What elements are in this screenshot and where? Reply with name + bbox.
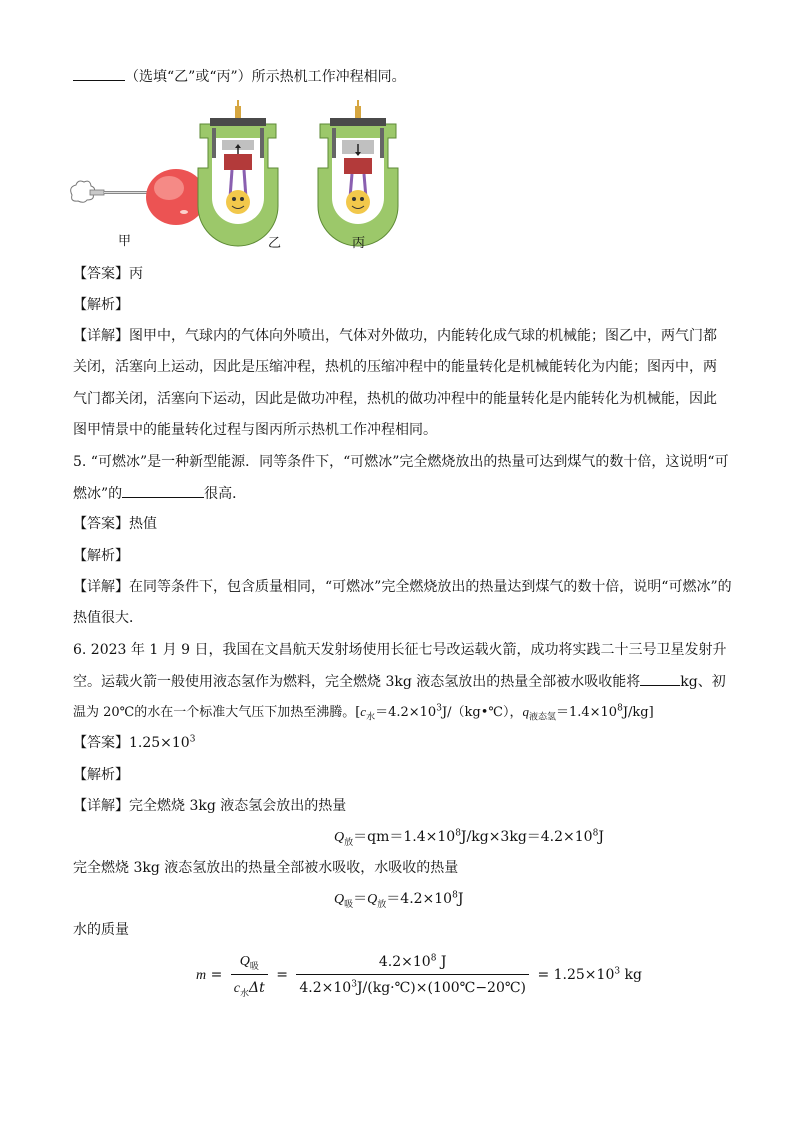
answer-blank <box>640 671 680 686</box>
detail-tag: 【详解】 <box>73 798 129 814</box>
q6-detail-line-1: 【详解】完全燃烧 3kg 液态氢会放出的热量 <box>73 798 347 814</box>
figure-label-jia: 甲 <box>118 234 132 249</box>
detail-tag: 【详解】 <box>73 328 129 344</box>
q6-detail-line-2: 完全燃烧 3kg 液态氢放出的热量全部被水吸收，水吸收的热量 <box>73 860 459 876</box>
q6-question-line-1: 6. 2023 年 1 月 9 日，我国在文昌航天发射场使用长征七号改运载火箭，成功将实践二十三号卫星发射升 <box>73 642 727 658</box>
engine-compression <box>198 100 278 246</box>
figure-label-bing: 丙 <box>352 236 366 251</box>
engine-power <box>318 100 398 246</box>
q4-answer: 丙 <box>129 266 143 282</box>
balloon-illustration <box>71 169 206 225</box>
q4-analysis-tag: 【解析】 <box>73 297 129 313</box>
q4-detail-line-3: 气门都关闭，活塞向下运动，因此是做功冲程，热机的做功冲程中的能量转化是内能转化为机械能，因此 <box>73 391 717 407</box>
q4-answer-line <box>73 264 143 284</box>
detail-tag: 【详解】 <box>73 579 129 595</box>
q6-question-line-2: 空。运载火箭一般使用液态氢作为燃料，完全燃烧 3kg 液态氢放出的热量全部被水吸收能将 kg、初 <box>73 671 726 692</box>
q6-answer-line: 【答案】$1.25\times 10^3$ <box>73 734 196 751</box>
q5-analysis-tag: 【解析】 <box>73 548 129 564</box>
figure-illustration <box>60 98 400 258</box>
figure-balloon-engines <box>60 98 400 258</box>
equation-heat-absorbed: $Q_吸=Q_放=4.2\times 10^8J$ <box>334 890 464 910</box>
q5-answer: 热值 <box>129 516 157 532</box>
q4-tail-text: （选填“乙”或“丙”）所示热机工作冲程相同。 <box>125 69 406 85</box>
q6-detail-line-3: 水的质量 <box>73 922 129 938</box>
q5-answer-line <box>73 514 157 534</box>
fraction-symbolic: $\frac{Q_吸}{c_水\Delta t}$ <box>231 950 268 1000</box>
q6-answer: 1.25×10 <box>129 735 190 751</box>
q4-detail-line-2: 关闭，活塞向上运动，因此是压缩冲程，热机的压缩冲程中的能量转化是机械能转化为内能；图丙中，两 <box>73 359 717 375</box>
q5-question-line-2: 燃冰”的 很高． <box>73 483 246 504</box>
q4-tail-line <box>73 66 406 87</box>
equation-water-mass: m = $\frac{Q_吸}{c_水\Delta t}$ = $\frac{4.2\times 10^8 J}{4.2\times 10^3J/(kg\cdot℃)\times(100℃-20℃)}$ = $1.25\times 10^3$ kg <box>196 950 642 1000</box>
q5-question-line-1: 5. “可燃冰”是一种新型能源．同等条件下，“可燃冰”完全燃烧放出的热量可达到煤气的数十倍，这说明“可 <box>73 454 729 470</box>
q5-detail-line-2: 热值很大． <box>73 610 143 626</box>
figure-label-yi: 乙 <box>268 236 282 251</box>
q4-detail-line-1: 【详解】图甲中，气球内的气体向外喷出，气体对外做功，内能转化成气球的机械能；图乙中，两气门都 <box>73 328 717 344</box>
q5-detail-line-1: 【详解】在同等条件下，包含质量相同，“可燃冰”完全燃烧放出的热量达到煤气的数十倍，说明“可燃冰”的 <box>73 579 732 595</box>
answer-tag: 【答案】 <box>73 516 129 532</box>
q6-question-line-3: 温为 20℃的水在一个标准大气压下加热至沸腾。[$c_水=4.2\times 10^3J/(kg•℃)$，$q_{液态氢}=1.4\times 10^8J/kg$] <box>73 703 654 723</box>
q6-analysis-tag: 【解析】 <box>73 767 129 783</box>
answer-tag: 【答案】 <box>73 266 129 282</box>
answer-blank <box>122 483 204 498</box>
answer-tag: 【答案】 <box>73 735 129 751</box>
fraction-numeric: $\frac{4.2\times 10^8 J}{4.2\times 10^3J/(kg\cdot℃)\times(100℃-20℃)}$ <box>296 951 529 999</box>
equation-heat-released: $Q_放=qm=1.4\times 10^8J/kg\times 3kg=4.2\times 10^8J$ <box>334 828 604 848</box>
q4-detail-line-4: 图甲情景中的能量转化过程与图丙所示热机工作冲程相同。 <box>73 422 437 438</box>
answer-blank <box>73 66 125 81</box>
